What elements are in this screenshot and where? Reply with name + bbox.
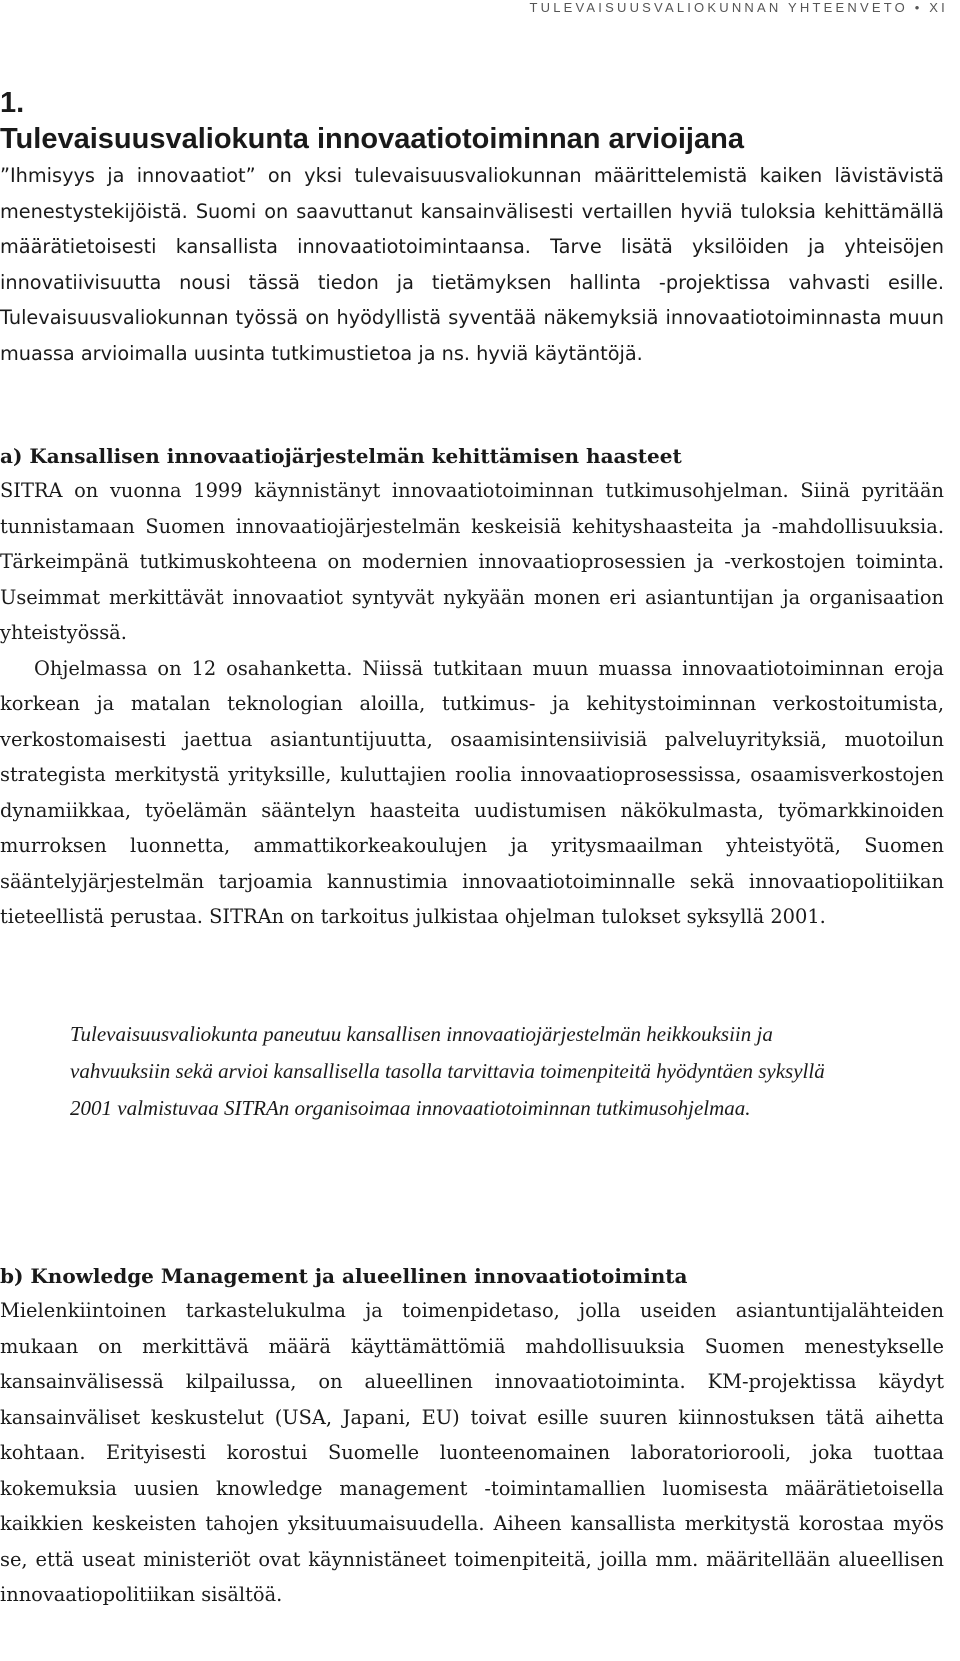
section-b — [0, 1259, 944, 1613]
section-b-heading: b) Knowledge Management ja alueellinen innovaatiotoiminta — [0, 1264, 688, 1288]
section-a-paragraph-2: Ohjelmassa on 12 osahanketta. Niissä tutkitaan muun muassa innovaatiotoiminnan eroja korkean ja matalan teknologian aloilla, tutkimus- ja kehitystoiminnan verkostoitumista, verkostomaisesti jaettua asiantuntijuutta, osaamisintensiivisiä palveluyrityksiä, muotoilun strategista merkitystä yrityksille, kuluttajien roolia innovaatioprosessissa, osaamisverkostojen dynamiikkaa, työelämän sääntelyn haasteita uudistumisen näkökulmasta, työmarkkinoiden murroksen luonnetta, ammattikorkeakoulujen ja yritysmaailman yhteistyötä, Suomen sääntelyjärjestelmän tarjoamia kannustimia innovaatiotoiminnalle sekä innovaatiopolitiikan tieteellistä perustaa. SITRAn on tarkoitus julkistaa ohjelman tulokset syksyllä 2001. — [0, 656, 944, 928]
chapter-title: Tulevaisuusvaliokunta innovaatiotoiminnan arvioijana — [0, 123, 744, 155]
running-header: TULEVAISUUSVALIOKUNNAN YHTEENVETO • XI — [529, 0, 948, 15]
chapter-intro-paragraph: ”Ihmisyys ja innovaatiot” on yksi tulevaisuusvaliokunnan määrittelemistä kaiken lävistävistä menestystekijöistä. Suomi on saavuttanut kansainvälisesti vertaillen hyviä tuloksia kehittämällä määrätietoisesti kansallista innovaatiotoimintaansa. Tarve lisätä yksilöiden ja yhteisöjen innovatiivisuutta nousi tässä tiedon ja tietämyksen hallinta -projektissa vahvasti esille. Tulevaisuusvaliokunnan työssä on hyödyllistä syventää näkemyksiä innovaatiotoiminnasta muun muassa arvioimalla uusinta tutkimustietoa ja ns. hyviä käytäntöjä. — [0, 164, 944, 365]
section-a-heading: a) Kansallisen innovaatiojärjestelmän kehittämisen haasteet — [0, 444, 682, 468]
section-a-paragraph-1: SITRA on vuonna 1999 käynnistänyt innovaatiotoiminnan tutkimusohjelman. Siinä pyritään tunnistamaan Suomen innovaatiojärjestelmän keskeisiä kehityshaasteita ja -mahdollisuuksia. Tärkeimpänä tutkimuskohteena on modernien innovaatioprosessien ja -verkostojen toiminta. Useimmat merkittävät innovaatiot syntyvät nykyään monen eri asiantuntijan ja organisaation yhteistyössä. — [0, 479, 944, 644]
chapter-number: 1. — [0, 87, 25, 119]
section-b-paragraph-1: Mielenkiintoinen tarkastelukulma ja toimenpidetaso, jolla useiden asiantuntijalähteiden mukaan on merkittävä määrä käyttämättömiä mahdollisuuksia Suomen menestykselle kansainvälisessä kilpailussa, on alueellinen innovaatiotoiminta. KM-projektissa käydyt kansainväliset keskustelut (USA, Japani, EU) toivat esille suuren kiinnostuksen tätä aihetta kohtaan. Erityisesti korostui Suomelle luonteenomainen laboratoriorooli, joka tuottaa kokemuksia uusien knowledge management -toimintamallien luomisesta määrätietoisella kaikkien keskeisten tahojen yksituumaisuudella. Aiheen kansallista merkitystä korostaa myös se, että useat ministeriöt ovat käynnistäneet toimenpiteitä, joilla mm. määritellään alueellisen innovaatiopolitiikan sisältöä. — [0, 1299, 944, 1606]
section-a-summary-statement: Tulevaisuusvaliokunta paneutuu kansallisen innovaatiojärjestelmän heikkouksiin ja vahvuuksiin sekä arvioi kansallisella tasolla tarvittavia toimenpiteitä hyödyntäen syksyllä 2001 valmistuvaa SITRAn organisoimaa innovaatiotoiminnan tutkimusohjelmaa. — [70, 1022, 825, 1120]
chapter-block — [0, 86, 944, 371]
section-a — [0, 439, 944, 935]
